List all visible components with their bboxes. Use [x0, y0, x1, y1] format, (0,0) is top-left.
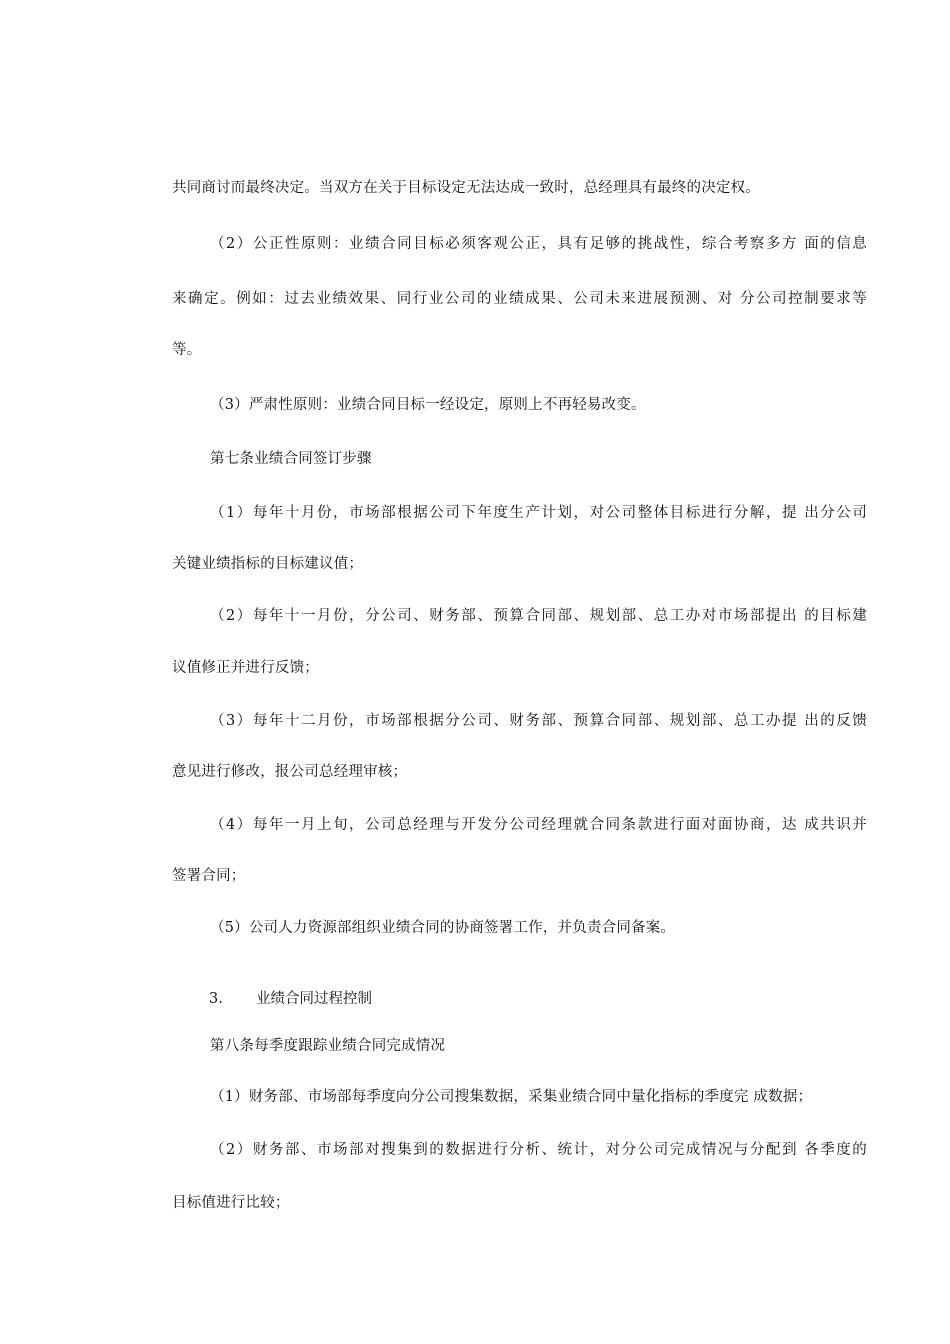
paragraph-line: （1）财务部、市场部每季度向分公司搜集数据，采集业绩合同中量化指标的季度完 成数据； [210, 1089, 813, 1105]
paragraph-line: 来确定。例如：过去业绩效果、同行业公司的业绩成果、公司未来进展预测、对 分公司控制要求等 [172, 291, 867, 307]
paragraph-line: 目标值进行比较； [172, 1195, 290, 1211]
paragraph-line: （2）每年十一月份，分公司、财务部、预算合同部、规划部、总工办对市场部提出 的目标建 [210, 608, 867, 624]
paragraph-line: （3）每年十二月份，市场部根据分公司、财务部、预算合同部、规划部、总工办提 出的反馈 [210, 713, 867, 729]
section-number: 3. [209, 991, 223, 1007]
paragraph-line: （3）严肃性原则：业绩合同目标一经设定，原则上不再轻易改变。 [210, 397, 646, 413]
paragraph-line: 等。 [172, 342, 202, 358]
paragraph-line: （5）公司人力资源部组织业绩合同的协商签署工作，并负责合同备案。 [210, 920, 676, 936]
paragraph-line: （1）每年十月份，市场部根据公司下年度生产计划，对公司整体目标进行分解，提 出分公司 [210, 505, 867, 521]
article-heading: 第八条每季度跟踪业绩合同完成情况 [210, 1038, 446, 1054]
paragraph-line: （2）财务部、市场部对搜集到的数据进行分析、统计，对分公司完成情况与分配到 各季度的 [210, 1142, 867, 1158]
paragraph-line: 议值修正并进行反馈； [172, 660, 319, 676]
paragraph-line: 共同商讨而最终决定。当双方在关于目标设定无法达成一致时，总经理具有最终的决定权。 [172, 180, 760, 196]
paragraph-line: 关键业绩指标的目标建议值； [172, 556, 364, 572]
article-heading: 第七条业绩合同签订步骤 [210, 451, 372, 467]
paragraph-line: 签署合同； [172, 868, 246, 884]
section-title: 业绩合同过程控制 [256, 991, 372, 1007]
paragraph-line: 意见进行修改，报公司总经理审核； [172, 764, 408, 780]
paragraph-line: （2）公正性原则：业绩合同目标必须客观公正，具有足够的挑战性，综合考察多方 面的信息 [210, 236, 867, 252]
paragraph-line: （4）每年一月上旬，公司总经理与开发分公司经理就合同条款进行面对面协商，达 成共识并 [210, 817, 867, 833]
